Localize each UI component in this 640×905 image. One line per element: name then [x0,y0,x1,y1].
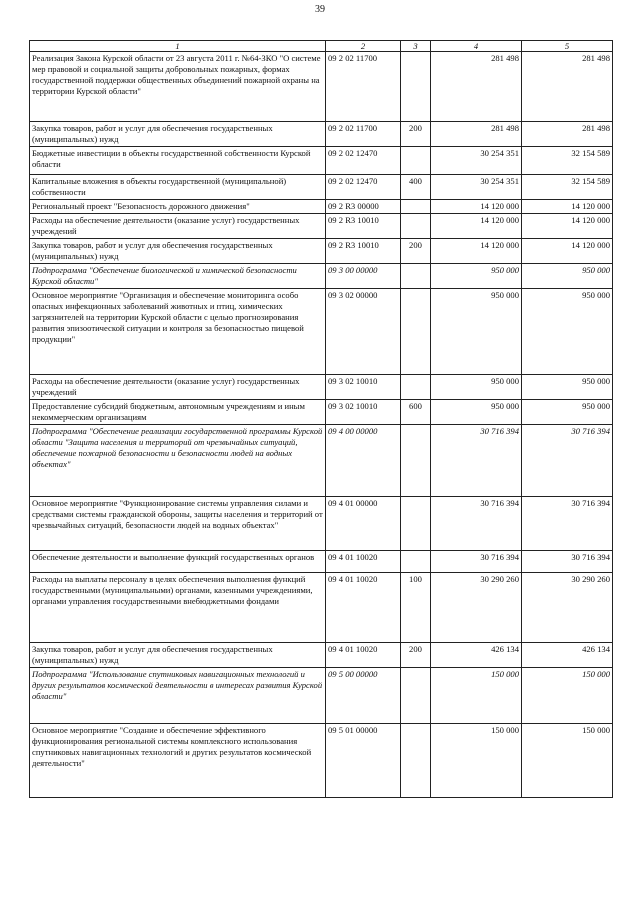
row-value-year2-cell: 30 716 394 [522,497,613,551]
table-row [30,289,613,375]
row-value-year1-cell: 426 134 [431,643,522,668]
row-value-year2-cell: 950 000 [522,264,613,289]
row-value-year2-cell: 281 498 [522,122,613,147]
table-row [30,400,613,425]
row-name-cell: Обеспечение деятельности и выполнение функций государственных органов [30,551,326,573]
table-row [30,668,613,724]
row-vr-cell [401,200,431,214]
row-value-year1-cell: 150 000 [431,724,522,798]
row-value-year1-cell: 281 498 [431,122,522,147]
table-body [30,52,613,798]
row-name-cell: Предоставление субсидий бюджетным, автономным учреждениям и иным некоммерческим организациям [30,400,326,425]
table-row [30,551,613,573]
table-row [30,425,613,497]
row-value-year1-cell: 30 290 260 [431,573,522,643]
table-row [30,497,613,551]
row-value-year1-cell: 950 000 [431,289,522,375]
row-code-cell: 09 3 02 00000 [326,289,401,375]
row-name-cell: Закупка товаров, работ и услуг для обеспечения государственных (муниципальных) нужд [30,643,326,668]
row-code-cell: 09 4 00 00000 [326,425,401,497]
row-value-year2-cell: 14 120 000 [522,239,613,264]
row-value-year2-cell: 426 134 [522,643,613,668]
row-value-year1-cell: 281 498 [431,52,522,122]
row-vr-cell [401,497,431,551]
page-number: 39 [315,4,325,15]
row-code-cell: 09 5 00 00000 [326,668,401,724]
row-code-cell: 09 2 R3 10010 [326,239,401,264]
row-value-year2-cell: 30 716 394 [522,425,613,497]
row-value-year2-cell: 150 000 [522,724,613,798]
column-header-code: 2 [326,41,401,52]
table-row [30,643,613,668]
row-name-cell: Расходы на выплаты персоналу в целях обеспечения выполнения функций государственными (муниципальными) органами, казенными учреждениями, органами управления государственными внебюджетными фондами [30,573,326,643]
row-value-year2-cell: 950 000 [522,375,613,400]
row-value-year2-cell: 30 716 394 [522,551,613,573]
row-name-cell: Основное мероприятие "Организация и обеспечение мониторинга особо опасных инфекционных заболеваний животных и птиц, химических загрязнителей на территории Курской области с целью прогнозирования развития эпизоотической ситуации и контроля за безопасностью пищевой продукции" [30,289,326,375]
table-header-row [30,41,613,52]
row-name-cell: Закупка товаров, работ и услуг для обеспечения государственных (муниципальных) нужд [30,239,326,264]
row-name-cell: Капитальные вложения в объекты государственной (муниципальной) собственности [30,175,326,200]
row-value-year1-cell: 30 716 394 [431,425,522,497]
row-code-cell: 09 2 R3 00000 [326,200,401,214]
row-code-cell: 09 3 02 10010 [326,400,401,425]
row-code-cell: 09 5 01 00000 [326,724,401,798]
row-name-cell: Реализация Закона Курской области от 23 августа 2011 г. №64-ЗКО "О системе мер правовой и социальной защиты добровольных пожарных, формах государственной поддержки общественных объединений пожарной охраны на территории Курской области" [30,52,326,122]
row-value-year1-cell: 950 000 [431,400,522,425]
row-name-cell: Основное мероприятие "Функционирование системы управления силами и средствами системы гражданской обороны, защиты населения и территорий от чрезвычайных ситуаций, безопасности людей на водных объектах" [30,497,326,551]
table-row [30,375,613,400]
row-value-year2-cell: 32 154 589 [522,175,613,200]
row-code-cell: 09 3 00 00000 [326,264,401,289]
row-vr-cell [401,375,431,400]
row-value-year1-cell: 150 000 [431,668,522,724]
table-row [30,147,613,175]
row-vr-cell: 200 [401,122,431,147]
row-vr-cell [401,52,431,122]
column-header-vr: 3 [401,41,431,52]
row-code-cell: 09 4 01 00000 [326,497,401,551]
row-name-cell: Расходы на обеспечение деятельности (оказание услуг) государственных учреждений [30,375,326,400]
budget-table [29,40,613,798]
row-value-year1-cell: 14 120 000 [431,214,522,239]
table-row [30,239,613,264]
row-value-year1-cell: 950 000 [431,264,522,289]
table-row [30,52,613,122]
column-header-year2: 5 [522,41,613,52]
row-code-cell: 09 2 02 11700 [326,122,401,147]
table-row [30,724,613,798]
column-header-year1: 4 [431,41,522,52]
row-vr-cell [401,551,431,573]
row-code-cell: 09 3 02 10010 [326,375,401,400]
row-value-year2-cell: 32 154 589 [522,147,613,175]
row-value-year1-cell: 14 120 000 [431,239,522,264]
table-row [30,175,613,200]
row-value-year1-cell: 30 716 394 [431,497,522,551]
row-code-cell: 09 4 01 10020 [326,643,401,668]
row-vr-cell [401,264,431,289]
row-vr-cell: 200 [401,643,431,668]
row-value-year2-cell: 30 290 260 [522,573,613,643]
row-vr-cell [401,724,431,798]
row-code-cell: 09 2 02 12470 [326,147,401,175]
row-code-cell: 09 2 R3 10010 [326,214,401,239]
row-code-cell: 09 4 01 10020 [326,573,401,643]
table-row [30,122,613,147]
table-row [30,264,613,289]
row-code-cell: 09 2 02 11700 [326,52,401,122]
row-name-cell: Закупка товаров, работ и услуг для обеспечения государственных (муниципальных) нужд [30,122,326,147]
row-code-cell: 09 2 02 12470 [326,175,401,200]
column-header-name: 1 [30,41,326,52]
row-vr-cell: 100 [401,573,431,643]
row-vr-cell [401,147,431,175]
row-value-year2-cell: 950 000 [522,289,613,375]
row-code-cell: 09 4 01 10020 [326,551,401,573]
row-vr-cell [401,289,431,375]
row-name-cell: Расходы на обеспечение деятельности (оказание услуг) государственных учреждений [30,214,326,239]
row-value-year2-cell: 14 120 000 [522,200,613,214]
table-row [30,200,613,214]
row-value-year2-cell: 150 000 [522,668,613,724]
row-name-cell: Основное мероприятие "Создание и обеспечение эффективного функционирования региональной системы комплексного использования спутниковых навигационных технологий и других результатов космической деятельности" [30,724,326,798]
row-value-year1-cell: 30 254 351 [431,147,522,175]
table-row [30,214,613,239]
row-name-cell: Региональный проект "Безопасность дорожного движения" [30,200,326,214]
row-value-year2-cell: 14 120 000 [522,214,613,239]
row-vr-cell [401,214,431,239]
row-name-cell: Бюджетные инвестиции в объекты государственной собственности Курской области [30,147,326,175]
table-row [30,573,613,643]
row-vr-cell: 600 [401,400,431,425]
row-value-year1-cell: 14 120 000 [431,200,522,214]
row-vr-cell [401,425,431,497]
row-name-cell: Подпрограмма "Обеспечение реализации государственной программы Курской области "Защита населения и территорий от чрезвычайных ситуаций, обеспечение пожарной безопасности и безопасности людей на водных объектах" [30,425,326,497]
row-name-cell: Подпрограмма "Использование спутниковых навигационных технологий и других результатов космической деятельности в интересах развития Курской области" [30,668,326,724]
row-vr-cell: 400 [401,175,431,200]
row-value-year2-cell: 950 000 [522,400,613,425]
row-value-year1-cell: 30 254 351 [431,175,522,200]
row-name-cell: Подпрограмма "Обеспечение биологической и химической безопасности Курской области" [30,264,326,289]
row-vr-cell [401,668,431,724]
row-value-year1-cell: 30 716 394 [431,551,522,573]
row-vr-cell: 200 [401,239,431,264]
row-value-year2-cell: 281 498 [522,52,613,122]
row-value-year1-cell: 950 000 [431,375,522,400]
